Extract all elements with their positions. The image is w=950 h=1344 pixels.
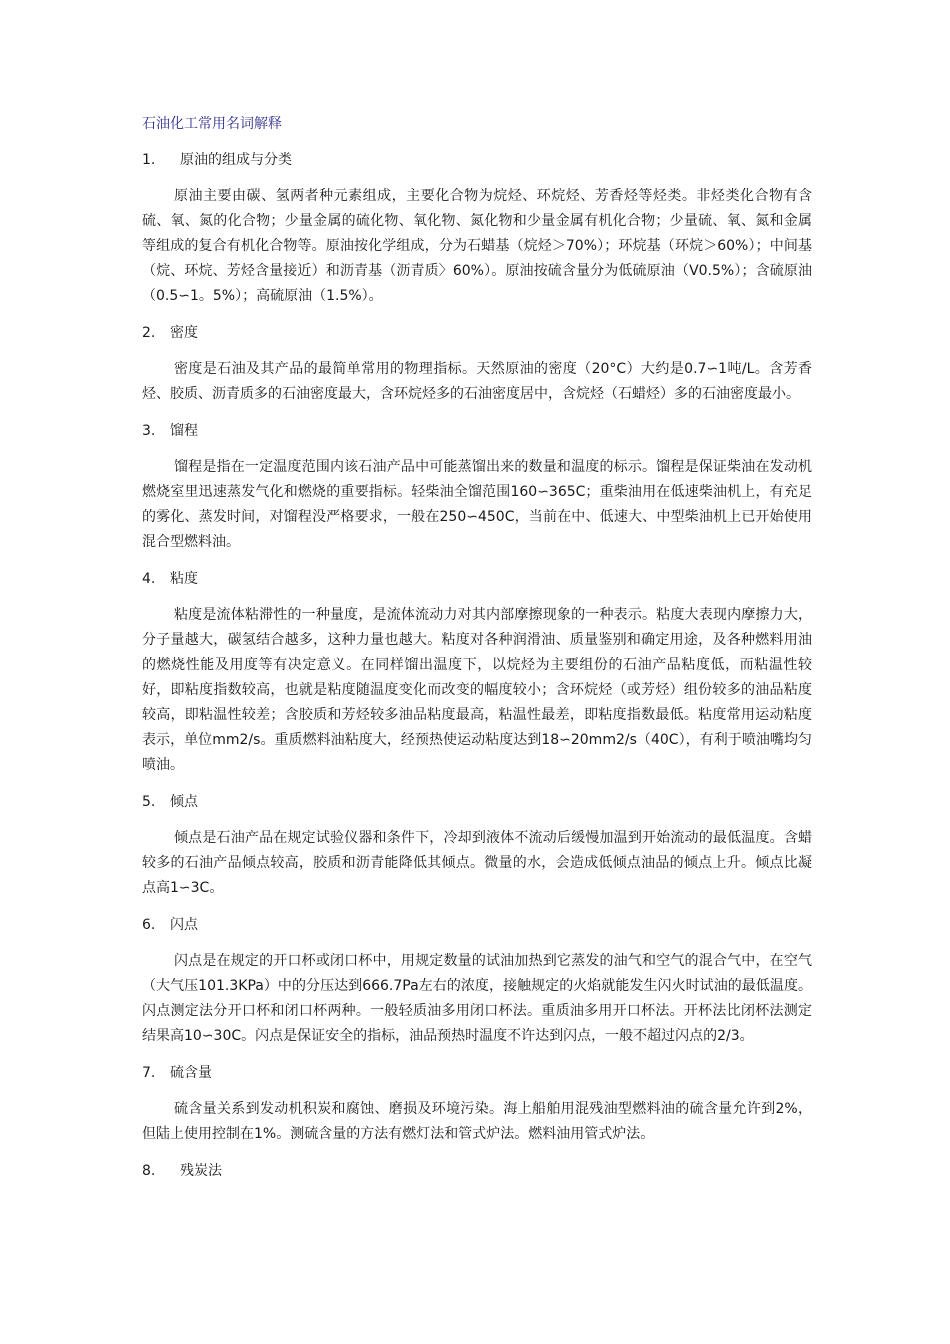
section-paragraph: 粘度是流体粘滞性的一种量度，是流体流动力对其内部摩擦现象的一种表示。粘度大表现内摩擦力大，分子量越大，碳氢结合越多，这种力量也越大。粘度对各种润滑油、质量鉴别和确定用途，及各种燃料用油的燃烧性能及用度等有决定意义。在同样馏出温度下，以烷烃为主要组份的石油产品粘度低，而粘温性较好，即粘度指数较高，也就是粘度随温度变化而改变的幅度较小；含环烷烃（或芳烃）组份较多的油品粘度较高，即粘温性较差；含胶质和芳烃较多油品粘度最高，粘温性最差，即粘度指数最低。粘度常用运动粘度表示，单位mm2/s。重质燃料油粘度大，经预热使运动粘度达到18∽20mm2/s（40C），有利于喷油嘴均匀喷油。 — [142, 607, 812, 773]
section-heading — [142, 790, 812, 814]
section-title: 馏程 — [170, 423, 198, 439]
section-composition — [142, 148, 812, 309]
section-number: 6. — [142, 917, 156, 933]
section-pour-point — [142, 790, 812, 901]
section-heading — [142, 148, 812, 172]
section-title: 密度 — [170, 325, 198, 341]
section-title: 硫含量 — [170, 1065, 212, 1081]
section-carbon-residue — [142, 1159, 812, 1183]
section-heading — [142, 1159, 812, 1183]
section-number: 4. — [142, 571, 156, 587]
section-paragraph: 闪点是在规定的开口杯或闭口杯中，用规定数量的试油加热到它蒸发的油气和空气的混合气中，在空气（大气压101.3KPa）中的分压达到666.7Pa左右的浓度，接触规定的火焰就能发生闪火时试油的最低温度。闪点测定法分开口杯和闭口杯两种。一般轻质油多用闭口杯法。重质油多用开口杯法。开杯法比闭杯法测定结果高10∽30C。闪点是保证安全的指标，油品预热时温度不许达到闪点，一般不超过闪点的2/3。 — [142, 953, 812, 1044]
section-paragraph: 硫含量关系到发动机积炭和腐蚀、磨损及环境污染。海上船舶用混残油型燃料油的硫含量允许到2%，但陆上使用控制在1%。测硫含量的方法有燃灯法和管式炉法。燃料油用管式炉法。 — [142, 1101, 812, 1142]
section-heading — [142, 1061, 812, 1085]
section-flash-point — [142, 913, 812, 1049]
section-sulfur-content — [142, 1061, 812, 1147]
section-title: 闪点 — [170, 917, 198, 933]
section-number: 5. — [142, 794, 156, 810]
section-heading — [142, 913, 812, 937]
section-title: 原油的组成与分类 — [180, 152, 292, 168]
section-viscosity — [142, 567, 812, 778]
section-number: 3. — [142, 423, 156, 439]
section-distillation-range — [142, 419, 812, 555]
section-density — [142, 321, 812, 407]
section-paragraph: 原油主要由碳、氢两者种元素组成，主要化合物为烷烃、环烷烃、芳香烃等烃类。非烃类化合物有含硫、氧、氮的化合物；少量金属的硫化物、氧化物、氮化物和少量金属有机化合物；少量硫、氧、氮和金属等组成的复合有机化合物等。原油按化学组成，分为石蜡基（烷烃＞70%）；环烷基（环烷＞60%）；中间基（烷、环烷、芳烃含量接近）和沥青基（沥青质〉60%）。原油按硫含量分为低硫原油（V0.5%）；含硫原油（0.5∽1。5%）；高硫原油（1.5%）。 — [142, 188, 812, 304]
section-number: 7. — [142, 1065, 156, 1081]
section-heading — [142, 419, 812, 443]
section-paragraph: 倾点是石油产品在规定试验仪器和条件下，冷却到液体不流动后缓慢加温到开始流动的最低温度。含蜡较多的石油产品倾点较高，胶质和沥青能降低其倾点。微量的水，会造成低倾点油品的倾点上升。倾点比凝点高1∽3C。 — [142, 830, 812, 896]
section-title: 倾点 — [170, 794, 198, 810]
document-title: 石油化工常用名词解释 — [142, 116, 282, 132]
section-paragraph: 密度是石油及其产品的最简单常用的物理指标。天然原油的密度（20°C）大约是0.7∽1吨/L。含芳香烃、胶质、沥青质多的石油密度最大，含环烷烃多的石油密度居中，含烷烃（石蜡烃）多的石油密度最小。 — [142, 361, 812, 402]
document-content — [142, 112, 812, 1195]
section-number: 2. — [142, 325, 156, 341]
section-number: 1. — [142, 152, 156, 168]
section-title: 粘度 — [170, 571, 198, 587]
section-heading — [142, 321, 812, 345]
section-heading — [142, 567, 812, 591]
section-paragraph: 馏程是指在一定温度范围内该石油产品中可能蒸馏出来的数量和温度的标示。馏程是保证柴油在发动机燃烧室里迅速蒸发气化和燃烧的重要指标。轻柴油全馏范围160∽365C；重柴油用在低速柴油机上，有充足的雾化、蒸发时间，对馏程没严格要求，一般在250∽450C，当前在中、低速大、中型柴油机上已开始使用混合型燃料油。 — [142, 459, 812, 550]
section-title: 残炭法 — [180, 1163, 222, 1179]
section-number: 8. — [142, 1163, 156, 1179]
